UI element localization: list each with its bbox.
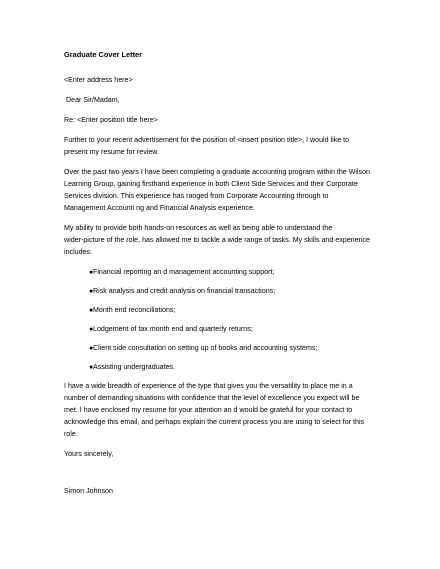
skills-list xyxy=(64,266,382,374)
list-item xyxy=(89,361,382,374)
address-placeholder: <Enter address here> xyxy=(64,76,133,84)
signature-name: Simon Johnson xyxy=(64,487,113,495)
closing: Yours sincerely, xyxy=(64,450,114,458)
paragraph-line: Management Accounti ng and Financial Analysis experience. xyxy=(64,204,255,212)
skill-text: Lodgement of tax month end and quarterly returns; xyxy=(93,325,253,333)
paragraph-line: My ability to provide both hands-on resources as well as being able to understand the xyxy=(64,224,333,232)
paragraph-experience xyxy=(64,166,382,214)
paragraph-abilities xyxy=(64,222,382,258)
bullet-icon: ● xyxy=(89,326,94,333)
paragraph-breadth xyxy=(64,380,382,440)
paragraph-line: present my resume for review. xyxy=(64,148,160,156)
list-item xyxy=(89,342,382,355)
paragraph-line: Learning Group, gaining firsthand experience in both Client Side Services and their Corporate xyxy=(64,180,358,188)
letter-body xyxy=(64,49,382,497)
paragraph-line: met. I have enclosed my resume for your attention an d would be grateful for your contact to xyxy=(64,406,353,414)
paragraph-line: Further to your recent advertisement for the position of <insert position title>, I would like to xyxy=(64,136,350,144)
list-item xyxy=(89,323,382,336)
skill-text: Client side consultation on setting up of books and accounting systems; xyxy=(93,344,318,352)
list-item xyxy=(89,266,382,279)
re-line: Re: <Enter position title here> xyxy=(64,116,158,124)
paragraph-line: Services division. This experience has ranged from Corporate Accounting through to xyxy=(64,192,329,200)
bullet-icon: ● xyxy=(89,307,94,314)
document-title: Graduate Cover Letter xyxy=(64,50,143,59)
paragraph-line: wider-picture of the role, has allowed me to tackle a wide range of tasks. My skills and experience xyxy=(64,236,370,244)
list-item xyxy=(89,304,382,317)
skill-text: Risk analysis and credit analysis on financial transactions; xyxy=(93,287,276,295)
skill-text: Assisting undergraduates. xyxy=(93,363,176,371)
bullet-icon: ● xyxy=(89,288,94,295)
paragraph-intro xyxy=(64,134,382,158)
paragraph-line: acknowledge this email, and perhaps explain the current process you are using to select for this xyxy=(64,418,365,426)
bullet-icon: ● xyxy=(89,269,94,276)
salutation: Dear Sir/Madam, xyxy=(66,96,120,104)
skill-text: Financial reporting an d management accounting support; xyxy=(93,268,275,276)
paragraph-line: I have a wide breadth of experience of the type that gives you the versatility to place me in a xyxy=(64,382,353,390)
paragraph-line: number of demanding situations with confidence that the level of excellence you expect will be xyxy=(64,394,360,402)
paragraph-line: Over the past two years I have been completing a graduate accounting program within the Wilson xyxy=(64,168,370,176)
paragraph-line: role. xyxy=(64,430,78,438)
skill-text: Month end reconciliations; xyxy=(93,306,176,314)
bullet-icon: ● xyxy=(89,345,94,352)
list-item xyxy=(89,285,382,298)
paragraph-line: includes: xyxy=(64,248,92,256)
bullet-icon: ● xyxy=(89,364,94,371)
